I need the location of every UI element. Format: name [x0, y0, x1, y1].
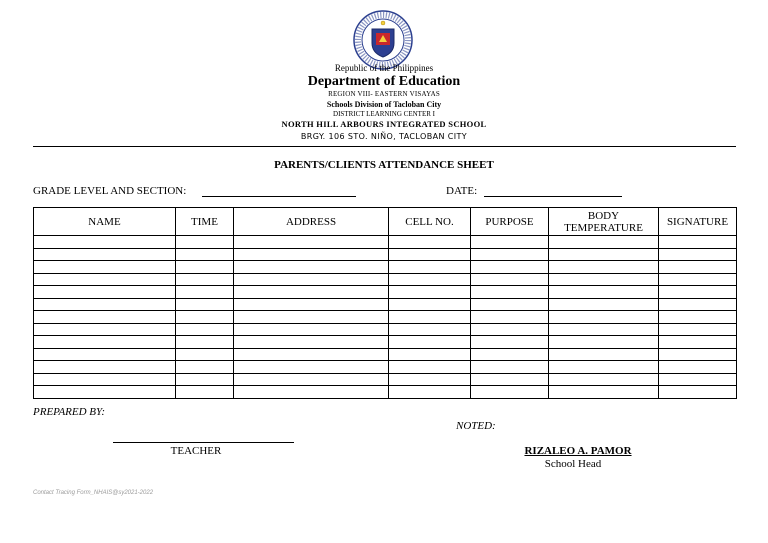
table-cell[interactable] [659, 261, 737, 274]
table-cell[interactable] [471, 273, 549, 286]
form-code: Contact Tracing Form_NHAIS@sy2021-2022 [33, 490, 154, 496]
table-cell[interactable] [176, 261, 234, 274]
table-cell[interactable] [389, 361, 471, 374]
date-field[interactable] [484, 196, 622, 197]
table-cell[interactable] [34, 323, 176, 336]
table-cell[interactable] [471, 311, 549, 324]
table-row [34, 373, 737, 386]
table-cell[interactable] [234, 298, 389, 311]
table-cell[interactable] [234, 286, 389, 299]
table-cell[interactable] [389, 311, 471, 324]
table-cell[interactable] [471, 323, 549, 336]
table-cell[interactable] [471, 386, 549, 399]
table-cell[interactable] [34, 261, 176, 274]
table-cell[interactable] [389, 386, 471, 399]
table-cell[interactable] [471, 348, 549, 361]
table-header-row [34, 208, 737, 236]
table-cell[interactable] [659, 286, 737, 299]
column-header-body-temperature: BODY TEMPERATURE [549, 208, 659, 236]
table-cell[interactable] [176, 311, 234, 324]
table-row [34, 286, 737, 299]
column-header-time: TIME [176, 208, 234, 236]
table-cell[interactable] [176, 323, 234, 336]
table-cell[interactable] [234, 248, 389, 261]
table-cell[interactable] [471, 298, 549, 311]
table-cell[interactable] [471, 248, 549, 261]
table-cell[interactable] [549, 261, 659, 274]
table-row [34, 348, 737, 361]
table-cell[interactable] [34, 311, 176, 324]
table-cell[interactable] [34, 273, 176, 286]
school-address: BRGY. 106 STO. NIÑO, TACLOBAN CITY [300, 132, 468, 141]
table-cell[interactable] [389, 336, 471, 349]
table-cell[interactable] [471, 236, 549, 249]
region-text: REGION VIII- EASTERN VISAYAS [328, 90, 440, 98]
prepared-by-label: PREPARED BY: [33, 406, 106, 418]
table-cell[interactable] [549, 361, 659, 374]
table-cell[interactable] [549, 298, 659, 311]
grade-level-field[interactable] [202, 196, 356, 197]
table-cell[interactable] [176, 248, 234, 261]
column-header-purpose: PURPOSE [471, 208, 549, 236]
table-cell[interactable] [389, 286, 471, 299]
table-cell[interactable] [549, 373, 659, 386]
table-cell[interactable] [176, 286, 234, 299]
table-cell[interactable] [234, 236, 389, 249]
school-head-name: RIZALEO A. PAMOR [524, 445, 632, 457]
table-cell[interactable] [659, 386, 737, 399]
table-cell[interactable] [34, 286, 176, 299]
table-cell[interactable] [234, 361, 389, 374]
table-cell[interactable] [234, 348, 389, 361]
table-cell[interactable] [389, 261, 471, 274]
teacher-label: TEACHER [170, 445, 222, 457]
table-cell[interactable] [549, 386, 659, 399]
table-row [34, 261, 737, 274]
table-cell[interactable] [34, 248, 176, 261]
table-cell[interactable] [34, 361, 176, 374]
header-divider [33, 146, 736, 147]
table-cell[interactable] [34, 298, 176, 311]
table-row [34, 311, 737, 324]
table-cell[interactable] [34, 373, 176, 386]
table-cell[interactable] [234, 386, 389, 399]
table-cell[interactable] [659, 298, 737, 311]
table-cell[interactable] [389, 323, 471, 336]
table-cell[interactable] [389, 248, 471, 261]
table-cell[interactable] [234, 261, 389, 274]
table-cell[interactable] [471, 336, 549, 349]
table-cell[interactable] [659, 361, 737, 374]
table-cell[interactable] [659, 348, 737, 361]
table-cell[interactable] [234, 311, 389, 324]
form-title: PARENTS/CLIENTS ATTENDANCE SHEET [274, 159, 494, 171]
teacher-signature-line[interactable] [113, 442, 294, 443]
column-header-signature: SIGNATURE [659, 208, 737, 236]
table-cell[interactable] [234, 373, 389, 386]
attendance-table [33, 207, 737, 399]
table-cell[interactable] [234, 336, 389, 349]
table-cell[interactable] [234, 323, 389, 336]
school-name: NORTH HILL ARBOURS INTEGRATED SCHOOL [281, 119, 487, 129]
table-cell[interactable] [549, 273, 659, 286]
table-row [34, 273, 737, 286]
table-cell[interactable] [176, 361, 234, 374]
date-label: DATE: [446, 185, 478, 197]
table-cell[interactable] [234, 273, 389, 286]
table-cell[interactable] [549, 286, 659, 299]
table-cell[interactable] [389, 236, 471, 249]
table-cell[interactable] [659, 273, 737, 286]
table-cell[interactable] [389, 373, 471, 386]
table-cell[interactable] [471, 261, 549, 274]
table-cell[interactable] [471, 361, 549, 374]
table-cell[interactable] [659, 336, 737, 349]
table-cell[interactable] [176, 298, 234, 311]
table-cell[interactable] [176, 348, 234, 361]
grade-level-label: GRADE LEVEL AND SECTION: [33, 185, 187, 197]
table-cell[interactable] [389, 273, 471, 286]
department-title: Department of Education [307, 74, 461, 89]
district-text: DISTRICT LEARNING CENTER I [333, 110, 435, 118]
column-header-address: ADDRESS [234, 208, 389, 236]
noted-label: NOTED: [456, 420, 496, 432]
table-cell[interactable] [659, 236, 737, 249]
table-cell[interactable] [34, 386, 176, 399]
table-cell[interactable] [176, 373, 234, 386]
table-cell[interactable] [549, 323, 659, 336]
table-cell[interactable] [549, 248, 659, 261]
school-head-title: School Head [544, 458, 602, 470]
table-row [34, 323, 737, 336]
table-cell[interactable] [389, 298, 471, 311]
table-cell[interactable] [549, 236, 659, 249]
table-cell[interactable] [176, 386, 234, 399]
table-cell[interactable] [549, 336, 659, 349]
table-cell[interactable] [659, 373, 737, 386]
table-cell[interactable] [34, 236, 176, 249]
table-cell[interactable] [176, 236, 234, 249]
table-row [34, 298, 737, 311]
column-header-cell-no: CELL NO. [389, 208, 471, 236]
table-cell[interactable] [471, 286, 549, 299]
table-cell[interactable] [34, 348, 176, 361]
table-cell[interactable] [659, 248, 737, 261]
table-cell[interactable] [659, 323, 737, 336]
table-cell[interactable] [471, 373, 549, 386]
table-row [34, 361, 737, 374]
table-cell[interactable] [549, 311, 659, 324]
table-cell[interactable] [389, 348, 471, 361]
deped-seal-icon [352, 9, 414, 71]
table-cell[interactable] [549, 348, 659, 361]
table-row [34, 386, 737, 399]
table-cell[interactable] [659, 311, 737, 324]
table-cell[interactable] [34, 336, 176, 349]
table-row [34, 248, 737, 261]
republic-text: Republic of the Philippines [334, 63, 434, 73]
column-header-name: NAME [34, 208, 176, 236]
table-row [34, 236, 737, 249]
division-text: Schools Division of Tacloban City [326, 100, 442, 109]
table-cell[interactable] [176, 273, 234, 286]
table-row [34, 336, 737, 349]
table-cell[interactable] [176, 336, 234, 349]
